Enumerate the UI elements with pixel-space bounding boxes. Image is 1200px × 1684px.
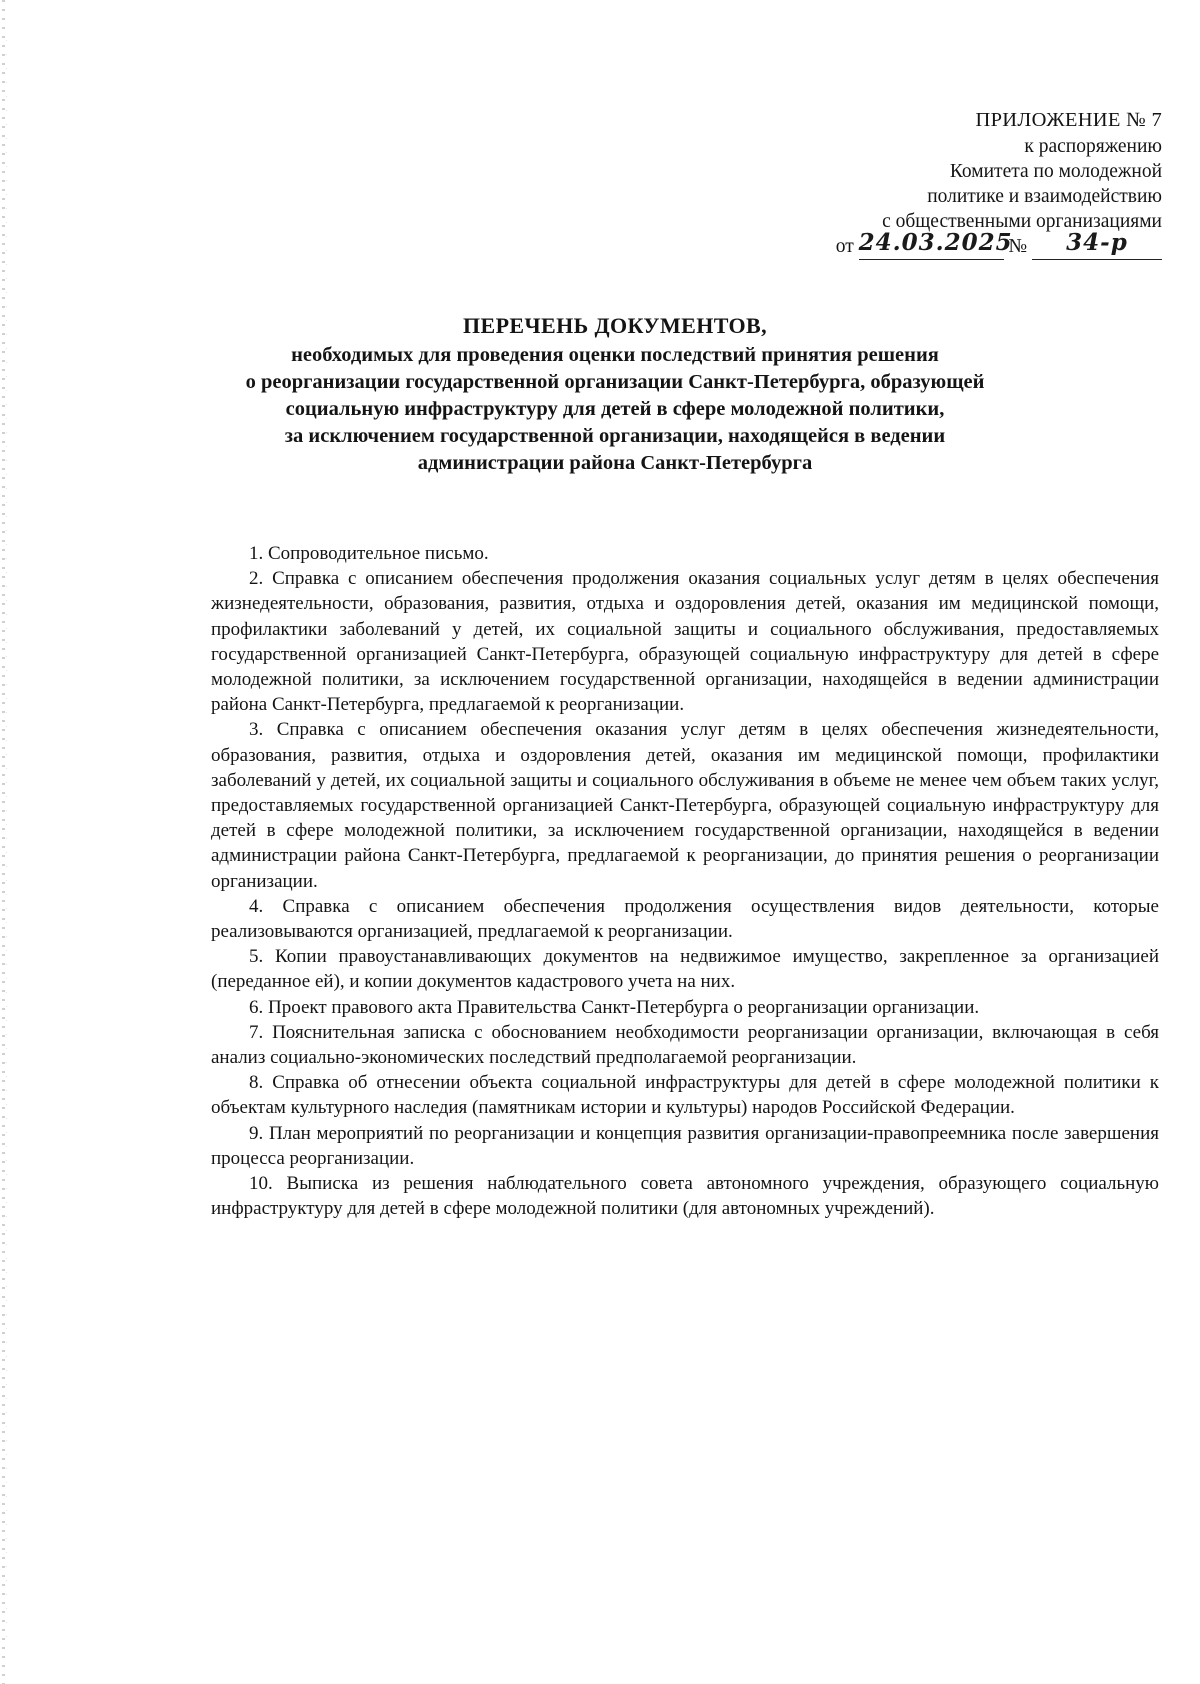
scan-edge-artifact — [2, 0, 5, 1684]
title-line: о реорганизации государственной организации Санкт-Петербурга, образующей — [245, 371, 985, 393]
list-item: 2. Справка с описанием обеспечения продолжения оказания социальных услуг детям в целях обеспечения жизнедеятельности, образования, развития, отдыха и оздоровления детей, оказания им медицинской помощи, профилактики заболеваний у детей, их социальной защиты и социального обслуживания, предоставляемых государственной организацией Санкт-Петербурга, образующей социальную инфраструктуру для детей в сфере молодежной политики, за исключением государственной организации, находящейся в ведении администрации района Санкт-Петербурга, предлагаемой к реорганизации. — [211, 568, 1159, 716]
documents-list — [211, 541, 1159, 1221]
from-label: от — [835, 236, 854, 257]
appendix-header — [742, 108, 1162, 263]
title-line: администрации района Санкт-Петербурга — [417, 452, 813, 474]
list-item: 9. План мероприятий по реорганизации и концепция развития организации-правопреемника после завершения процесса реорганизации. — [211, 1122, 1159, 1169]
number-field — [1032, 229, 1162, 260]
date-field — [858, 229, 1013, 260]
list-item: 5. Копии правоустанавливающих документов на недвижимое имущество, закрепленное за организацией (переданное ей), и копии документов кадастрового учета на них. — [211, 946, 1159, 993]
appendix-number: ПРИЛОЖЕНИЕ № 7 — [975, 109, 1162, 131]
scan-edge-artifact-secondary — [6, 40, 7, 1640]
document-title — [180, 312, 1050, 477]
order-date-number-line — [742, 229, 1162, 263]
number-sign-label: № — [1008, 236, 1028, 257]
list-item: 1. Сопроводительное письмо. — [249, 543, 489, 564]
header-line: политике и взаимодействию — [927, 186, 1162, 207]
list-item: 6. Проект правового акта Правительства Санкт-Петербурга о реорганизации организации. — [249, 996, 980, 1018]
header-line: к распоряжению — [1024, 136, 1162, 157]
list-item: 8. Справка об отнесении объекта социальной инфраструктуры для детей в сфере молодежной политики к объектам культурного наследия (памятникам истории и культуры) народов Российской Федерации. — [211, 1072, 1159, 1119]
header-line: Комитета по молодежной — [949, 161, 1162, 182]
list-item: 4. Справка с описанием обеспечения продолжения осуществления видов деятельности, которые реализовываются организацией, предлагаемой к реорганизации. — [211, 895, 1159, 943]
title-line: за исключением государственной организации, находящейся в ведении — [284, 425, 946, 447]
title-main: ПЕРЕЧЕНЬ ДОКУМЕНТОВ, — [462, 313, 767, 338]
title-line: необходимых для проведения оценки последствий принятия решения — [291, 344, 939, 366]
header-line: с общественными организациями — [882, 211, 1162, 232]
list-item: 7. Пояснительная записка с обоснованием необходимости реорганизации организации, включающая в себя анализ социально-экономических последствий предполагаемой реорганизации. — [211, 1021, 1159, 1069]
list-item: 3. Справка с описанием обеспечения оказания услуг детям в целях обеспечения жизнедеятельности, образования, развития, отдыха и оздоровления детей, оказания им медицинской помощи, профилактики заболеваний у детей, их социальной защиты и социального обслуживания в объеме не менее чем объем таких услуг, предоставляемых государственной организацией Санкт-Петербурга, образующей социальную инфраструктуру для детей в сфере молодежной политики, за исключением государственной организации, находящейся в ведении администрации района Санкт-Петербурга, предлагаемой к реорганизации, до принятия решения о реорганизации организации. — [211, 719, 1159, 892]
handwritten-date: 24.03.2025 — [858, 229, 1013, 256]
handwritten-number: 34-р — [1066, 229, 1128, 256]
title-line: социальную инфраструктуру для детей в сфере молодежной политики, — [285, 398, 945, 420]
list-item: 10. Выписка из решения наблюдательного совета автономного учреждения, образующего социальную инфраструктуру для детей в сфере молодежной политики (для автономных учреждений). — [211, 1173, 1159, 1220]
